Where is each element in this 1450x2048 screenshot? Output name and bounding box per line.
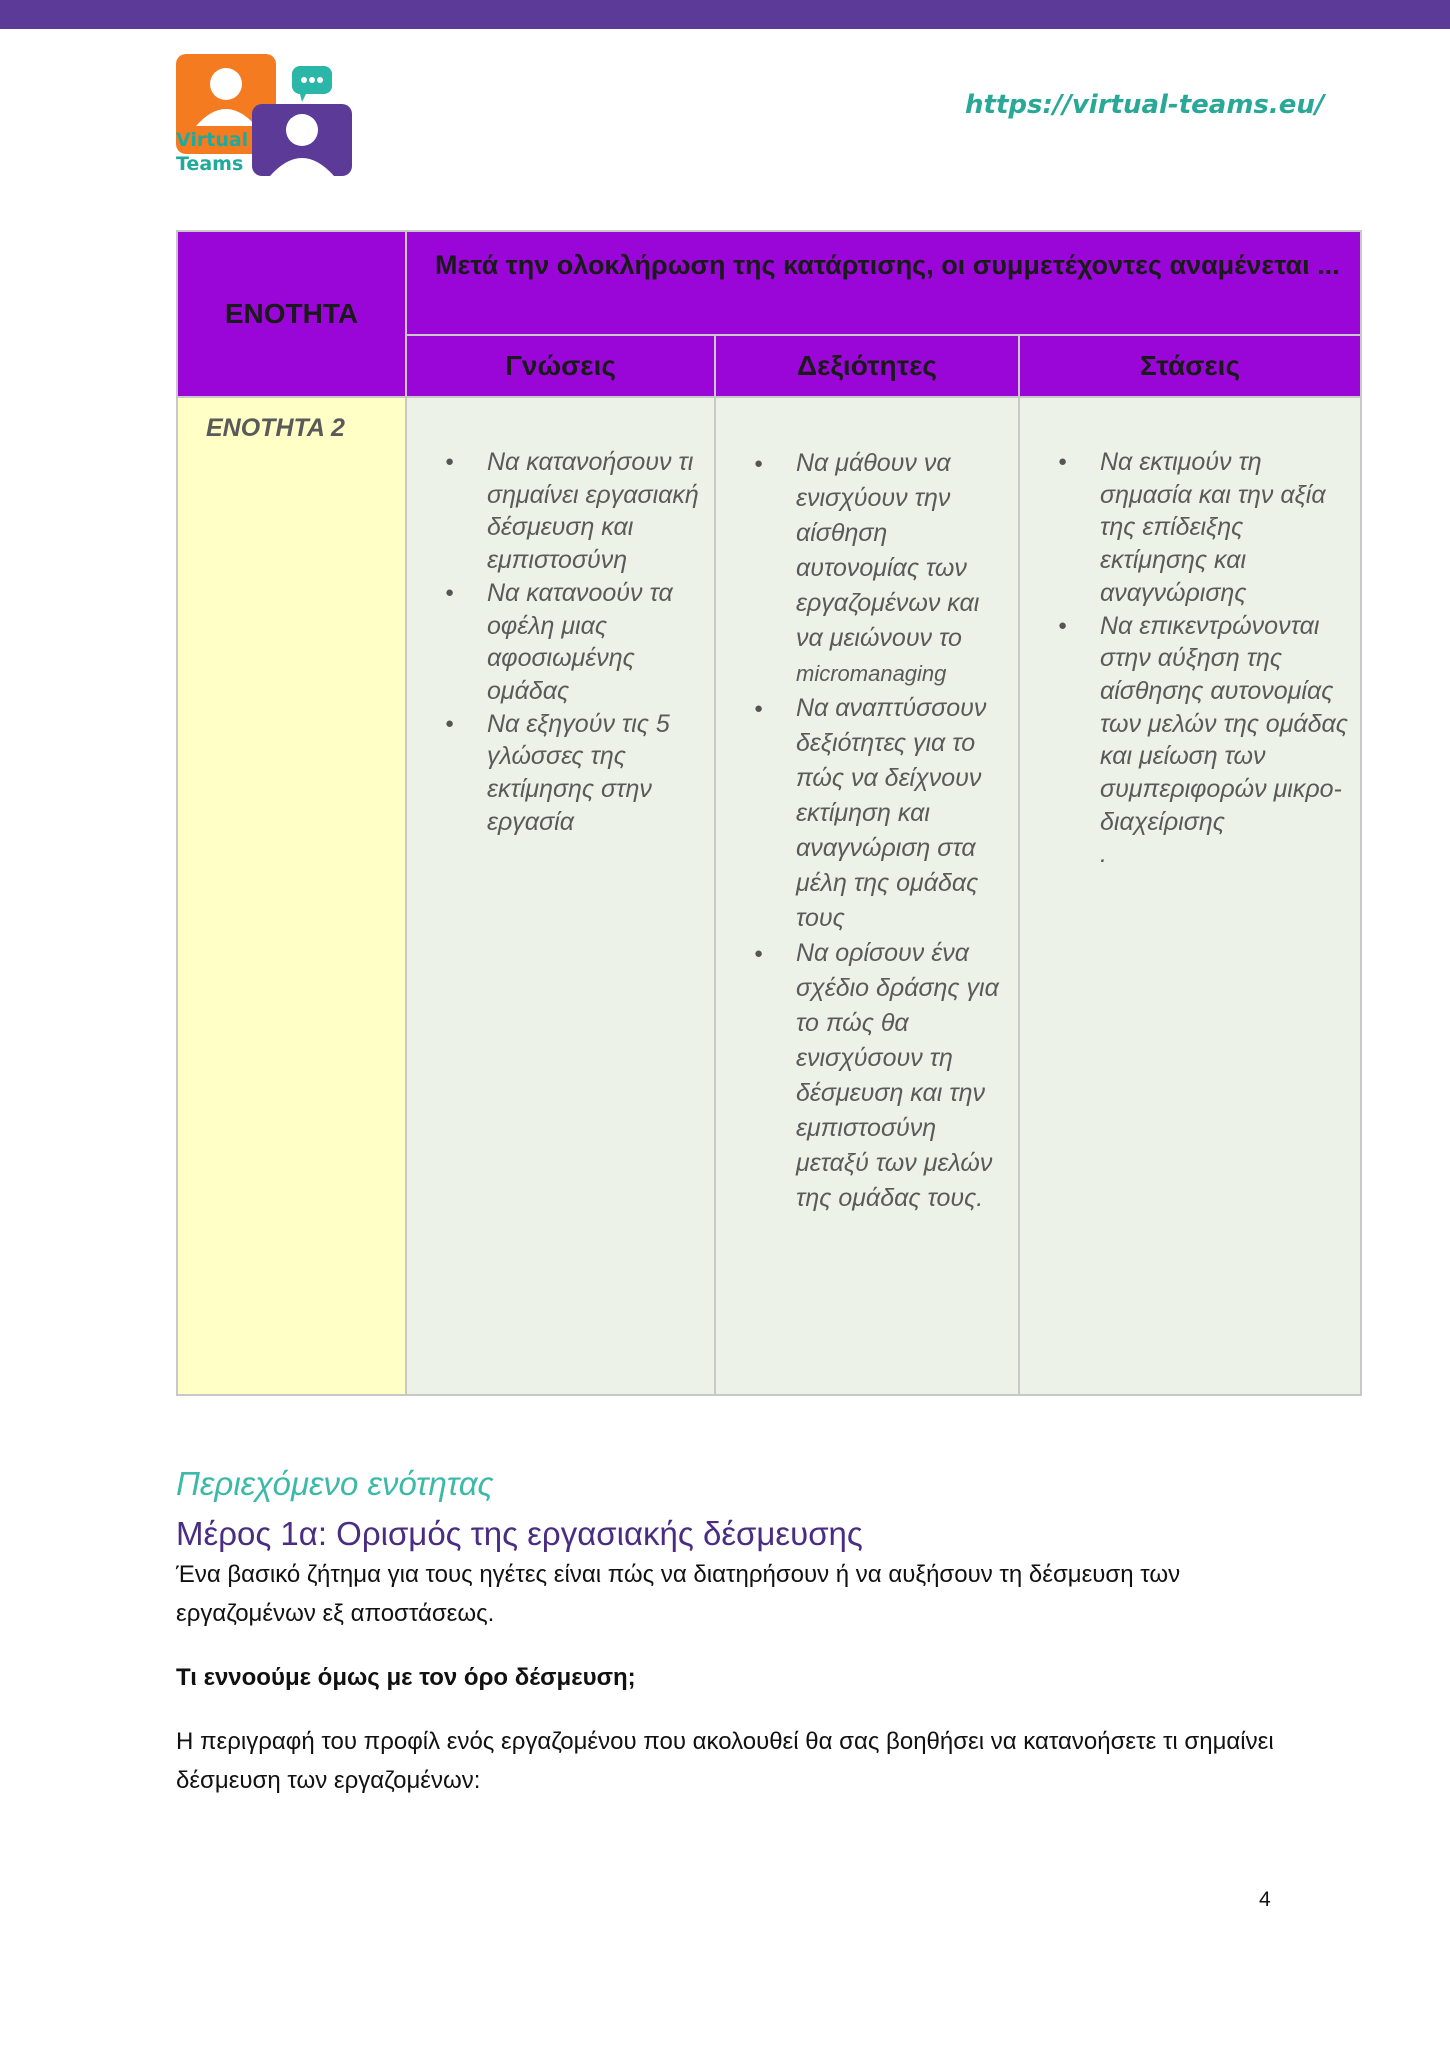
list-item-text: Να μάθουν να ενισχύουν την αίσθηση αυτονομίας των εργαζομένων και να μειώνουν το xyxy=(796,449,980,652)
question-heading: Τι εννοούμε όμως με τον όρο δέσμευση; xyxy=(176,1664,636,1691)
list-item-trailing-dot: . xyxy=(1100,840,1107,869)
skills-list xyxy=(716,398,1018,1216)
chat-bubble-icon xyxy=(292,66,332,94)
purple-person-icon xyxy=(252,104,352,228)
list-item-note: micromanaging xyxy=(796,661,947,686)
page-number: 4 xyxy=(1259,1888,1271,1911)
list-item: ● Να κατανοήσουν τι σημαίνει εργασιακή δέσμευση και εμπιστοσύνη xyxy=(445,446,704,577)
section-title: Περιεχόμενο ενότητας xyxy=(176,1465,494,1502)
learning-outcomes-table xyxy=(176,230,1362,1396)
list-item-text: Να επικεντρώνονται στην αύξηση της αίσθησης αυτονομίας των μελών της ομάδας και μείωση των συμπεριφορών μικρο-διαχείρισης xyxy=(1100,611,1348,836)
top-color-bar xyxy=(0,0,1450,29)
unit-label: ΕΝΟΤΗΤΑ 2 xyxy=(206,414,345,442)
logo-word-virtual: Virtual xyxy=(176,129,249,151)
virtual-teams-logo xyxy=(176,52,354,178)
list-item xyxy=(754,446,1008,691)
attitudes-list xyxy=(1020,398,1360,871)
logo-wordmark xyxy=(176,128,248,176)
column-header-label: Γνώσεις xyxy=(505,350,616,381)
list-item: ● Να κατανοούν τα οφέλη μιας αφοσιωμένης ομάδας xyxy=(445,577,704,708)
list-item: ● Να εξηγούν τις 5 γλώσσες της εκτίμησης στην εργασία xyxy=(445,708,704,839)
column-header-label: Στάσεις xyxy=(1139,350,1241,381)
intro-header-cell xyxy=(406,231,1361,335)
column-header-label: Δεξιότητες xyxy=(797,350,937,381)
list-item xyxy=(1058,610,1350,872)
list-item: ● Να ορίσουν ένα σχέδιο δράσης για το πώς θα ενισχύσουν τη δέσμευση και την εμπιστοσύνη μεταξύ των μελών της ομάδας τους. xyxy=(754,936,1008,1216)
attitudes-cell xyxy=(1019,397,1361,1395)
column-header-skills xyxy=(715,335,1019,397)
paragraph-profile: Η περιγραφή του προφίλ ενός εργαζομένου που ακολουθεί θα σας βοηθήσει να κατανοήσετε τι σημαίνει δέσμευση των εργαζομένων: xyxy=(176,1728,1274,1794)
skills-cell xyxy=(715,397,1019,1395)
list-item: ● Να εκτιμούν τη σημασία και την αξία της επίδειξης εκτίμησης και αναγνώρισης xyxy=(1058,446,1350,610)
column-header-knowledge xyxy=(406,335,715,397)
unit-header: ΕΝΟΤΗΤΑ xyxy=(224,298,359,329)
logo-word-teams: Teams xyxy=(176,153,244,175)
unit-header-cell xyxy=(177,231,406,397)
subsection-title: Μέρος 1α: Ορισμός της εργασιακής δέσμευσης xyxy=(176,1515,863,1552)
paragraph-intro: Ένα βασικό ζήτημα για τους ηγέτες είναι πώς να διατηρήσουν ή να αυξήσουν τη δέσμευση των εργαζομένων εξ αποστάσεως. xyxy=(176,1561,1181,1627)
column-header-attitudes xyxy=(1019,335,1361,397)
knowledge-cell xyxy=(406,397,715,1395)
knowledge-list xyxy=(407,398,714,838)
website-url[interactable]: https://virtual-teams.eu/ xyxy=(965,90,1325,120)
list-item: ● Να αναπτύσσουν δεξιότητες για το πώς να δείχνουν εκτίμηση και αναγνώριση στα μέλη της ομάδας τους xyxy=(754,691,1008,936)
intro-header: Μετά την ολοκλήρωση της κατάρτισης, οι συμμετέχοντες αναμένεται ... xyxy=(435,250,1340,280)
unit-label-cell xyxy=(177,397,406,1395)
